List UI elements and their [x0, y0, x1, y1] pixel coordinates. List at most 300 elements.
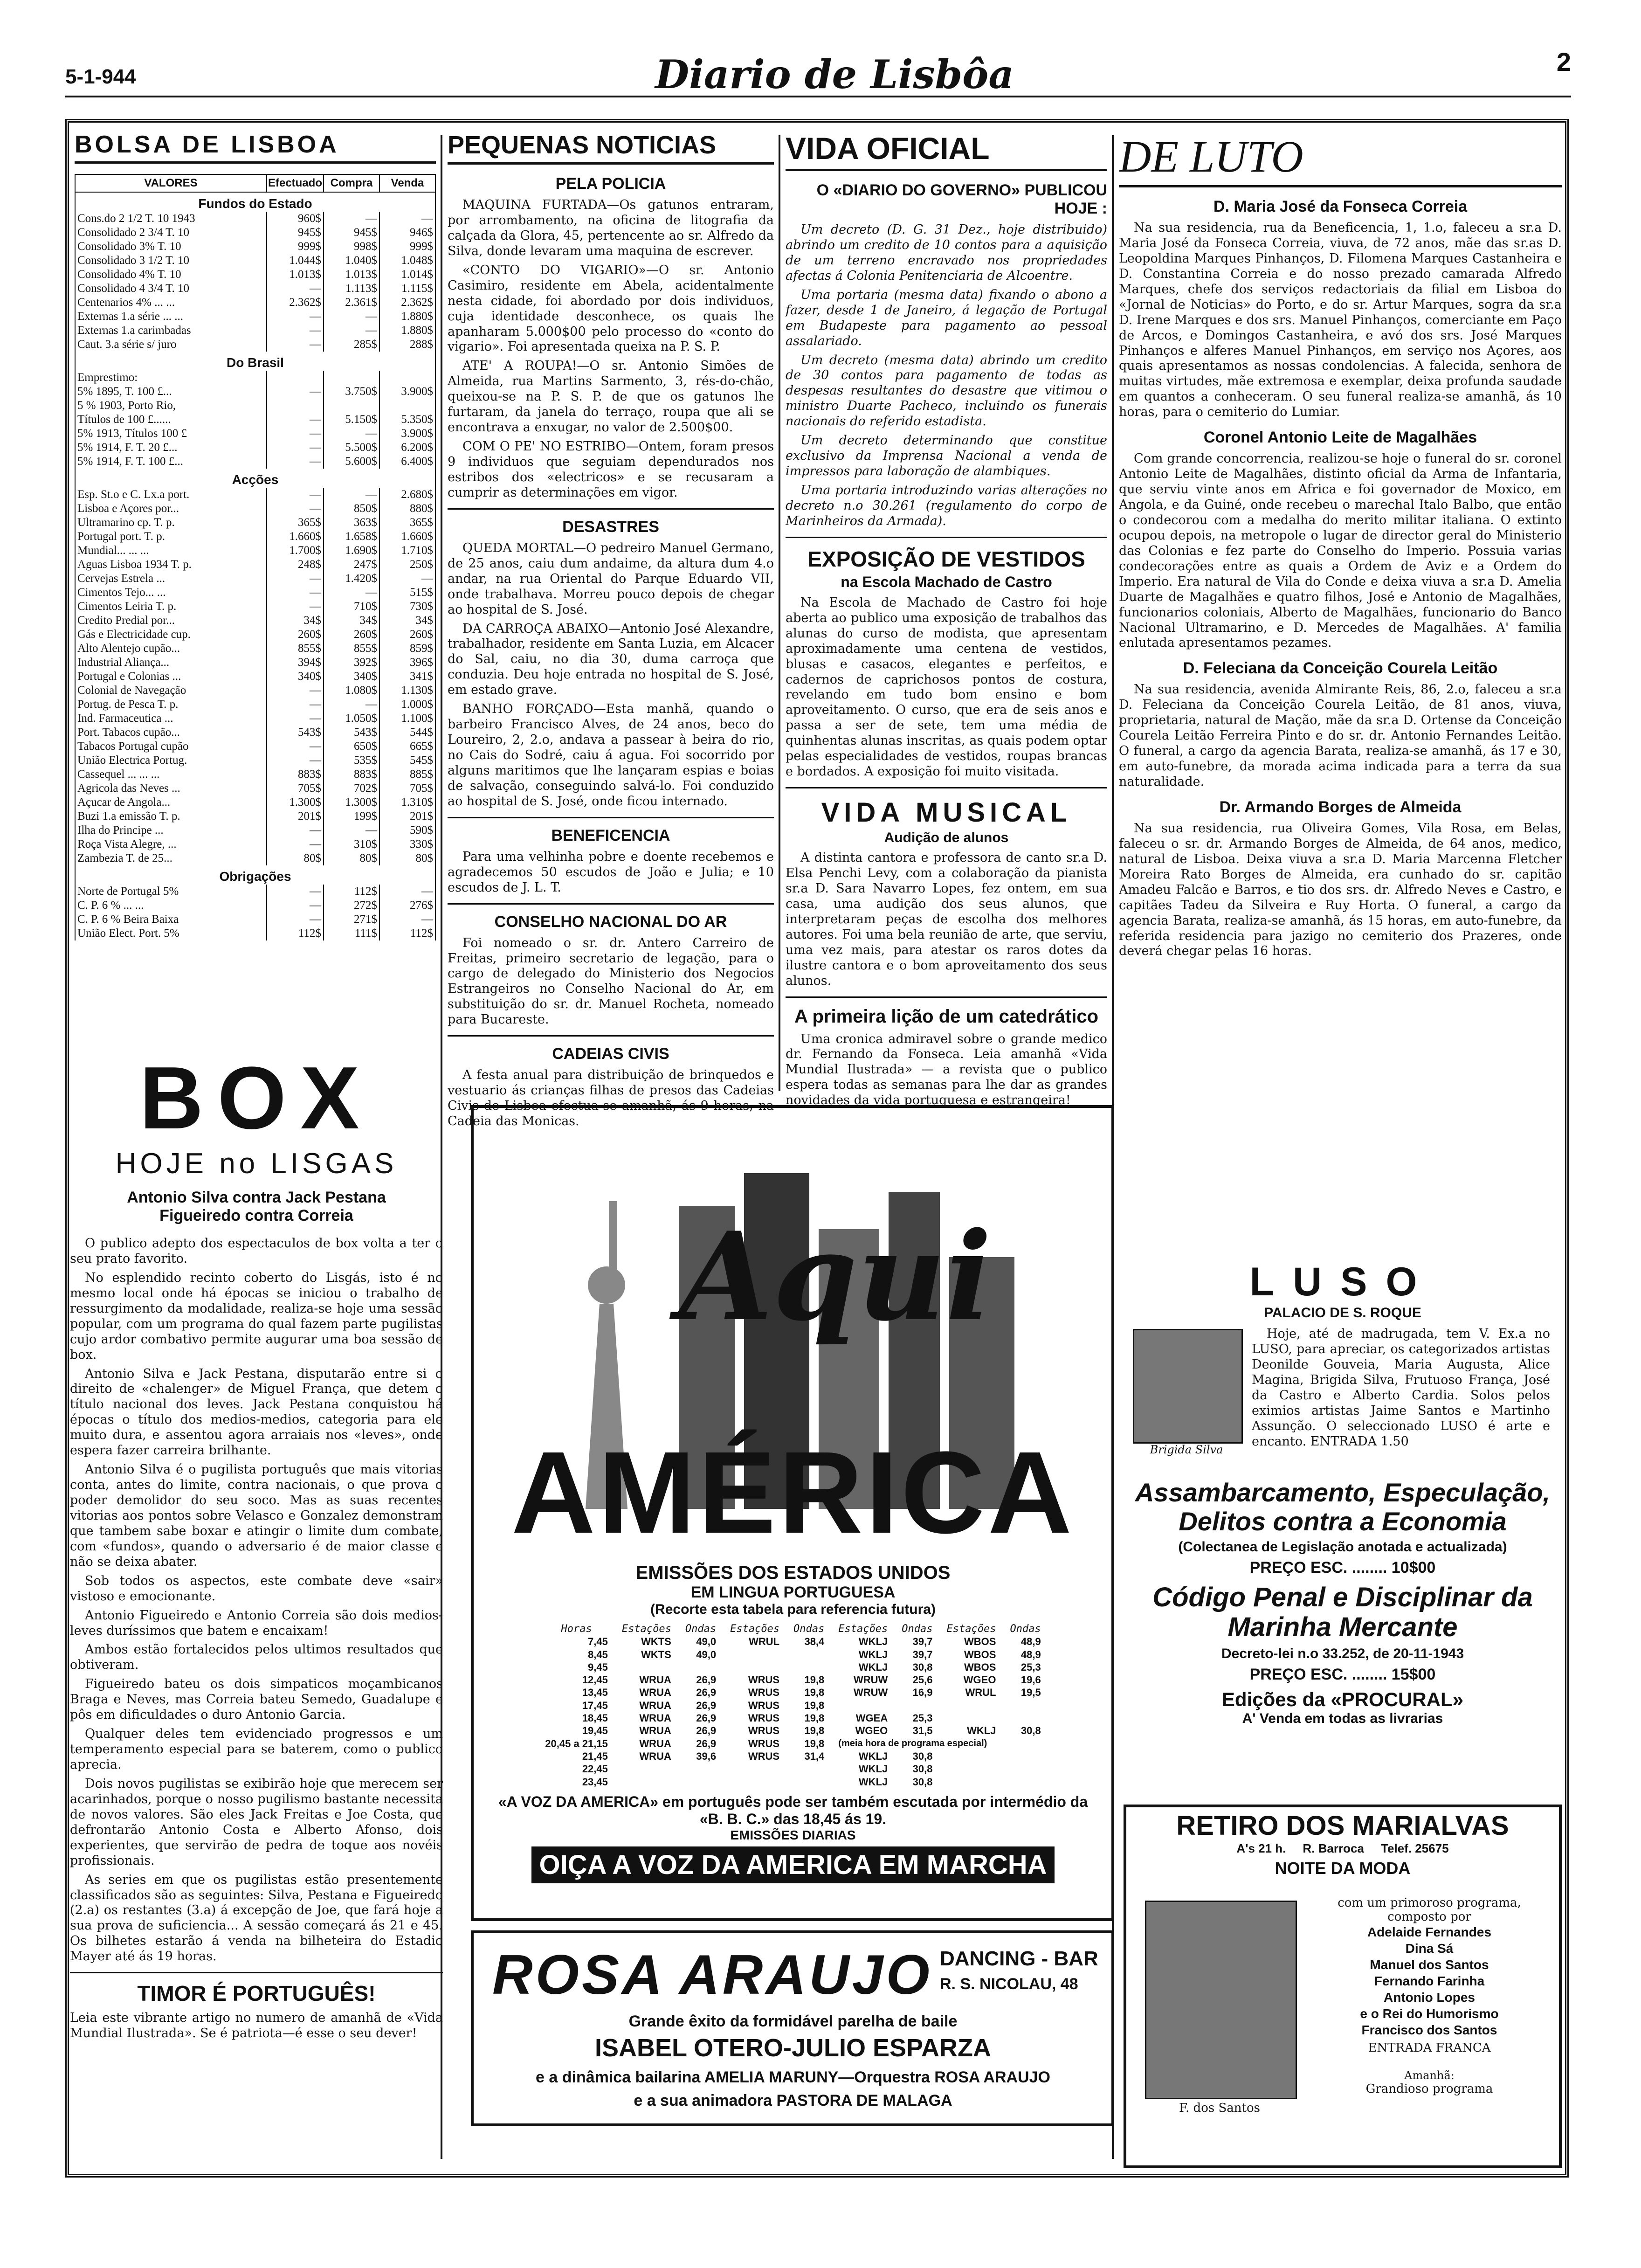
table-cell: Agricola das Neves ... [75, 781, 267, 795]
table-cell: Alto Alentejo cupão... [75, 642, 267, 656]
schedule-cell: WRUA [639, 1699, 671, 1711]
group-name: Acções [75, 469, 435, 488]
table-cell: 363$ [324, 516, 379, 530]
schedule-cell: 26,9 [696, 1687, 717, 1699]
schedule-note: (Recorte esta tabela para referencia futura) [650, 1602, 936, 1617]
table-row [75, 837, 435, 851]
schedule-cell: WKLJ [967, 1725, 996, 1737]
masthead: Diario de Lisbôa [655, 51, 1014, 97]
table-row [75, 899, 435, 913]
timor-title: TIMOR É PORTUGUÊS! [137, 1981, 376, 2006]
schedule-cell: WKLJ [858, 1661, 888, 1673]
news-paragraph: COM O PE' NO ESTRIBO—Ontem, foram presos 9 individuos que seguiam dependurados nos estribos dos «electricos» e se recusaram a cumprir as determinações em vigor. [448, 439, 774, 500]
section-heading: PELA POLICIA [555, 175, 666, 193]
table-cell: Zambezia T. de 25... [75, 851, 267, 865]
column-header: Estações [838, 1623, 888, 1635]
table-cell: — [267, 385, 324, 399]
licao-text: Uma cronica admiravel sobre o grande medico dr. Fernando da Fonseca. Leia amanhã «Vida Mundial Ilustrada» — a revista que o publico espera todas as semanas para lhe dar as grandes novidades da vida portuguesa e estrangeira! [786, 1031, 1107, 1108]
table-cell: 6.200$ [379, 441, 435, 455]
schedule-cell: 31,4 [804, 1750, 825, 1762]
table-cell: 1.080$ [324, 684, 379, 698]
table-cell: Consolidado 4% T. 10 [75, 268, 267, 282]
table-cell: 883$ [267, 768, 324, 781]
table-cell: 80$ [324, 851, 379, 865]
table-row [75, 823, 435, 837]
schedule-cell [832, 1700, 894, 1711]
vida-title: VIDA OFICIAL [786, 131, 1107, 171]
marialvas-program [1308, 1896, 1551, 2096]
table-cell: 111$ [324, 927, 379, 940]
schedule-cell [940, 1776, 1002, 1788]
table-cell: 1.420$ [324, 572, 379, 586]
news-paragraph: Para uma velhinha pobre e doente recebemos e agradecemos 50 escudos de João e Julia; e 10 escudos de J. L. T. [448, 849, 774, 895]
table-cell: Portugal port. T. p. [75, 530, 267, 544]
schedule-subheading: EM LINGUA PORTUGUESA [690, 1583, 896, 1601]
column-header: Compra [324, 174, 379, 192]
table-cell: 1.014$ [379, 268, 435, 282]
table-row [75, 586, 435, 600]
table-cell: 1.310$ [379, 795, 435, 809]
schedule-note-cell: (meia hora de programa especial) [838, 1738, 987, 1749]
schedule-cell: WRUW [853, 1687, 888, 1699]
artist-name: e o Rei do Humorismo [1360, 2006, 1499, 2021]
rosa-address: R. S. NICOLAU, 48 [940, 1975, 1078, 1993]
table-cell: 1.658$ [324, 530, 379, 544]
table-cell: Port. Tabacos cupão... [75, 726, 267, 740]
table-cell: — [379, 572, 435, 586]
table-row [75, 441, 435, 455]
table-cell: 1.013$ [324, 268, 379, 282]
america-brand: AMÉRICA [511, 1427, 1075, 1557]
luso-title: LUSO [1249, 1259, 1436, 1304]
table-cell: 543$ [267, 726, 324, 740]
table-cell: — [267, 338, 324, 352]
table-cell: Tabacos Portugal cupão [75, 740, 267, 754]
table-cell: — [267, 324, 324, 338]
table-cell: 260$ [267, 628, 324, 642]
table-cell: 650$ [324, 740, 379, 754]
expo-title: EXPOSIÇÃO DE VESTIDOS [807, 546, 1085, 571]
table-cell: Cimentos Tejo... ... [75, 586, 267, 600]
table-row [75, 544, 435, 558]
bolsa-section [75, 131, 436, 940]
schedule-cell: WRUA [639, 1725, 671, 1737]
table-cell: — [379, 212, 435, 226]
schedule-cell: WRUS [748, 1750, 780, 1762]
section-heading: DESASTRES [562, 518, 659, 536]
schedule-cell: 49,0 [696, 1636, 717, 1648]
table-cell: 2.361$ [324, 296, 379, 310]
table-cell: Roça Vista Alegre, ... [75, 837, 267, 851]
schedule-cell: 49,0 [696, 1648, 717, 1660]
column-header: Ondas [1010, 1623, 1041, 1635]
obituary-text: Com grande concorrencia, realizou-se hoje o funeral do sr. coronel Antonio Leite de Magalhães, distinto oficial da Arma de Infantaria, que serviu vinte anos em Africa e foi governador de Moxico, em Angola, e da Guiné, onde recebeu o marechal Italo Balbo, que então o condecorou com a medalha do merito militar italiana. O extinto ocupou depois, na metropole o lugar de director geral do Ministerio das Colonias e fez parte do Conselho do Imperio. Possuia varias condecorações entre as quais a Ordem de Aviz e a Ordem do Imperio. Era natural de Vila do Conde e deixa viuva a sr.a D. Amelia Duarte de Magalhães e quatro filhos, José e Antonio de Magalhães, funcionarios coloniais, Alberto de Magalhães, funcionario do Banco Nacional Ultramarino, e D. Mercedes de Magalhães. A' familia enlutada apresentamos pezames. [1119, 451, 1562, 650]
table-cell: 260$ [324, 628, 379, 642]
schedule-cell [787, 1661, 831, 1673]
table-cell: — [379, 913, 435, 927]
table-cell: 999$ [267, 240, 324, 254]
table-cell: 276$ [379, 899, 435, 913]
artist-list [1308, 1924, 1551, 2038]
schedule-cell: WKTS [641, 1648, 671, 1660]
schedule-cell: 48,9 [1020, 1636, 1041, 1648]
table-cell: — [267, 427, 324, 441]
table-cell: C. P. 6 % ... ... [75, 899, 267, 913]
table-cell: — [324, 823, 379, 837]
table-cell: 590$ [379, 823, 435, 837]
table-cell: 394$ [267, 656, 324, 670]
artist-name: Antonio Lopes [1384, 1990, 1475, 2005]
schedule-cell: WRUS [748, 1699, 780, 1711]
table-cell: 34$ [324, 614, 379, 628]
table-cell: 80$ [267, 851, 324, 865]
schedule-cell [787, 1763, 831, 1775]
table-cell: — [324, 212, 379, 226]
table-cell: — [267, 441, 324, 455]
procural-ad [1124, 1478, 1562, 1727]
marialvas-amanha: Amanhã: [1404, 2069, 1455, 2082]
artist-name: Dina Sá [1405, 1941, 1454, 1956]
table-cell: Credito Predial por... [75, 614, 267, 628]
column-header: VALORES [75, 174, 267, 192]
table-cell: 883$ [324, 768, 379, 781]
table-cell: Esp. St.o e C. Lx.a port. [75, 488, 267, 502]
schedule-cell: WGEO [963, 1674, 996, 1686]
table-cell: 112$ [379, 927, 435, 940]
table-cell: Norte de Portugal 5% [75, 885, 267, 899]
schedule-row [538, 1712, 1047, 1724]
table-cell: Cassequel ... ... ... [75, 768, 267, 781]
table-cell: — [267, 572, 324, 586]
schedule-cell: WKLJ [858, 1776, 888, 1788]
table-cell: 6.400$ [379, 455, 435, 469]
schedule-cell [615, 1763, 678, 1775]
table-cell: — [267, 885, 324, 899]
marialvas-intro: com um primoroso programa, composto por [1338, 1896, 1521, 1924]
obituary-text: Na sua residencia, rua da Beneficencia, 1, 1.o, faleceu a sr.a D. Maria José da Fonseca Correia, viuva, de 72 anos, mãe das sr.as D. Leopoldina Marques Pinhanços, D. Filomena Marques Castanheira e D. Constantina Correia e do nosso prezado camarada Alfredo Marques, chefe dos serviços redactoriais da filial em Lisboa do «Jornal de Noticias» do Porto, e do sr. Artur Marques, sogra da sr.a D. Irene Marques e dos srs. Manuel Pinhanços, comerciante em Paço de Arcos, e Domingos Castanheira, e avó dos srs. José Marques Pinhanços e alferes Manuel Pinhanços, em serviço nos Açores, aos quais apresentamos as nossas condolencias. A falecida, senhora de muitas virtudes, mãe extremosa e exemplar, deixa profunda saudade em quantos a conheceram. O seu funeral realiza-se amanhã, ás 10 horas, para o cemiterio do Lumiar. [1119, 221, 1562, 420]
table-cell: Caut. 3.a série s/ juro [75, 338, 267, 352]
table-row [75, 516, 435, 530]
procural-venda: A' Venda em todas as livrarias [1242, 1710, 1443, 1726]
schedule-cell: 18,45 [582, 1712, 608, 1724]
vida-head: O «DIARIO DO GOVERNO» PUBLICOU HOJE : [816, 181, 1107, 217]
luso-text: Hoje, até de madrugada, tem V. Ex.a no LUSO, para apreciar, os categorizados artistas Deonilde Gouveia, Maria Augusta, Alice Magina, Brigida Silva, Frutuoso França, José da Castro e Alberto Cardia. Solos pelos eximios artistas Jaime Santos e Martinho Assunção. O seleccionado LUSO é arte e encanto. ENTRADA 1.50 [1252, 1327, 1550, 1449]
news-paragraph: A festa anual para distribuição de brinquedos e vestuario ás crianças filhas de presos das Cadeias Civis de Lisboa efectua-se amanhã, ás 9 horas, na Cadeia das Monicas. [448, 1068, 774, 1128]
table-cell: 396$ [379, 656, 435, 670]
table-cell: 545$ [379, 754, 435, 768]
schedule-cell: 26,9 [696, 1725, 717, 1737]
news-paragraph: Foi nomeado o sr. dr. Antero Carreiro de Freitas, primeiro secretario de legação, para o cargo de delegado do Ministerio dos Negocios Estrangeiros no Conselho Nacional do Ar, em substituição do sr. dr. Manuel Rocheta, nomeado para Bucareste. [448, 935, 774, 1027]
table-cell: — [324, 488, 379, 502]
table-cell: 1.048$ [379, 254, 435, 268]
box-bout-1: Antonio Silva contra Jack Pestana [127, 1189, 386, 1206]
section-heading: BENEFICENCIA [551, 826, 670, 844]
table-row [75, 913, 435, 927]
procural-price-1: PREÇO ESC. ........ 10$00 [1249, 1559, 1436, 1577]
schedule-cell: WBOS [964, 1636, 996, 1648]
table-cell: 1.690$ [324, 544, 379, 558]
table-cell: 340$ [267, 670, 324, 684]
table-cell: 544$ [379, 726, 435, 740]
table-cell: 3.900$ [379, 385, 435, 399]
table-cell: 885$ [379, 768, 435, 781]
schedule-cell: WGEO [855, 1725, 888, 1737]
table-cell: — [267, 586, 324, 600]
schedule-row [538, 1738, 1047, 1749]
table-cell: 285$ [324, 338, 379, 352]
table-cell: — [267, 754, 324, 768]
table-cell: 5 % 1903, Porto Rio, [75, 399, 267, 413]
schedule-cell: 26,9 [696, 1737, 717, 1749]
table-cell: 946$ [379, 226, 435, 240]
section-heading: CADEIAS CIVIS [552, 1045, 669, 1063]
table-cell: 1.660$ [267, 530, 324, 544]
table-cell: Ind. Farmaceutica ... [75, 712, 267, 726]
table-row [75, 212, 435, 226]
america-schedule [474, 1563, 1112, 1883]
schedule-cell: WRUA [639, 1712, 671, 1724]
table-cell: — [324, 586, 379, 600]
table-cell: 945$ [267, 226, 324, 240]
schedule-cell: WKTS [641, 1636, 671, 1648]
column-header: Estações [946, 1623, 996, 1635]
table-cell: — [324, 427, 379, 441]
table-cell: 112$ [267, 927, 324, 940]
table-cell: — [267, 913, 324, 927]
schedule-cell: WRUA [639, 1687, 671, 1699]
page-number: 2 [1556, 47, 1571, 76]
table-cell: Centenarios 4% ... ... [75, 296, 267, 310]
table-row [75, 740, 435, 754]
schedule-cell [724, 1649, 786, 1660]
schedule-cell: 25,6 [912, 1674, 933, 1686]
section-heading: CONSELHO NACIONAL DO AR [494, 913, 727, 931]
procural-sub: (Colectanea de Legislação anotada e actualizada) [1178, 1539, 1507, 1555]
table-cell: 1.040$ [324, 254, 379, 268]
voz-da-america: «A VOZ DA AMERICA» em português pode ser também escutada por intermédio da «B. B. C.» das 18,45 ás 19. [498, 1793, 1088, 1827]
schedule-cell: WBOS [964, 1648, 996, 1660]
schedule-cell: 26,9 [696, 1674, 717, 1686]
table-cell: 2.680$ [379, 488, 435, 502]
marialvas-noite: NOITE DA MODA [1275, 1859, 1411, 1878]
box-paragraph: No esplendido recinto coberto do Lisgás, isto é no mesmo local onde há épocas se iniciou o trabalho de ressurgimento da modalidade, realiza-se hoje uma sessão popular, com um programa do qual fazem parte pugilistas cujo ardor combativo permite augurar uma boa sessão de box. [70, 1270, 443, 1362]
table-row [75, 310, 435, 324]
schedule-cell: 26,9 [696, 1712, 717, 1724]
musical-title: VIDA MUSICAL [821, 797, 1072, 828]
table-cell: 850$ [324, 502, 379, 516]
table-cell [379, 371, 435, 385]
rosa-araujo-ad [471, 1930, 1114, 2126]
table-cell: 248$ [267, 558, 324, 572]
table-cell: 330$ [379, 837, 435, 851]
gazette-item: Uma portaria (mesma data) fixando o abono a fazer, desde 1 de Janeiro, á legação de Portugal em Budapeste para pagamento ao pessoal assalariado. [786, 287, 1107, 348]
column-header: Estações [730, 1623, 780, 1635]
divider [786, 787, 1107, 788]
box-title: BOX [139, 1049, 373, 1148]
table-cell: C. P. 6 % Beira Baixa [75, 913, 267, 927]
schedule-cell: WRUA [639, 1750, 671, 1762]
schedule-cell [615, 1661, 678, 1673]
table-cell: 1.130$ [379, 684, 435, 698]
schedule-row [538, 1661, 1047, 1673]
table-row [75, 927, 435, 940]
table-row [75, 614, 435, 628]
box-paragraph: Ambos estão fortalecidos pelos ultimos resultados que obtiveram. [70, 1642, 443, 1673]
column-rule [779, 135, 780, 1091]
table-group-row [75, 352, 435, 371]
schedule-cell [724, 1776, 786, 1788]
divider [786, 537, 1107, 538]
procural-headline-2: Código Penal e Disciplinar da Marinha Mercante [1152, 1582, 1533, 1642]
divider [448, 903, 774, 905]
table-cell: 5% 1913, Títulos 100 £ [75, 427, 267, 441]
table-header [538, 1623, 1047, 1635]
table-cell: 365$ [379, 516, 435, 530]
table-cell: Buzi 1.a emissão T. p. [75, 809, 267, 823]
procural-headline: Assambarcamento, Especulação, Delitos contra a Economia [1135, 1478, 1551, 1536]
table-cell [379, 399, 435, 413]
schedule-cell: WKLJ [858, 1763, 888, 1775]
schedule-cell: 22,45 [582, 1763, 608, 1775]
table-row [75, 628, 435, 642]
table-cell: 1.113$ [324, 282, 379, 296]
table-cell: 1.115$ [379, 282, 435, 296]
table-cell: 201$ [379, 809, 435, 823]
box-paragraph: Qualquer deles tem evidenciado progressos e um temperamento especial para se baterem, como o publico aprecia. [70, 1727, 443, 1772]
table-cell: — [267, 502, 324, 516]
table-row [75, 530, 435, 544]
schedule-cell: 19,5 [1020, 1687, 1041, 1699]
schedule-cell: 19,8 [804, 1737, 825, 1749]
schedule-cell: 30,8 [1020, 1725, 1041, 1737]
schedule-cell [1003, 1763, 1047, 1775]
table-cell: 705$ [379, 781, 435, 795]
divider [448, 1035, 774, 1037]
emissoes-diarias: EMISSÕES DIARIAS [730, 1827, 856, 1842]
timor-text: Leia este vibrante artigo no numero de amanhã de «Vida Mundial Ilustrada». Se é patriota—é esse o seu dever! [70, 2011, 443, 2041]
box-subtitle: HOJE no LISGAS [115, 1148, 398, 1180]
table-cell: 5.500$ [324, 441, 379, 455]
table-row [75, 324, 435, 338]
table-cell [267, 399, 324, 413]
schedule-cell: WRUS [748, 1725, 780, 1737]
table-row [75, 754, 435, 768]
table-cell: 310$ [324, 837, 379, 851]
table-cell: 2.362$ [267, 296, 324, 310]
marialvas-address: A's 21 h. R. Barroca Telef. 25675 [1236, 1841, 1449, 1855]
artist-name: Francisco dos Santos [1361, 2023, 1497, 2037]
schedule-cell: WRUS [748, 1687, 780, 1699]
table-cell: Industrial Aliança... [75, 656, 267, 670]
column-header: Ondas [685, 1623, 717, 1635]
licao-title: A primeira lição de um catedrático [794, 1006, 1099, 1027]
box-bout-2: Figueiredo contra Correia [159, 1207, 353, 1224]
table-row [75, 670, 435, 684]
group-name: Do Brasil [75, 352, 435, 371]
table-cell: — [267, 413, 324, 427]
gazette-item: Um decreto (mesma data) abrindo um credito de 30 contos para pagamento de todas as despesas resultantes do desastre que vitimou o ministro Duarte Pacheco, incluindo os funerais nacionais do referido estadista. [786, 353, 1107, 429]
page-header [65, 33, 1571, 103]
schedule-cell: WRUW [853, 1674, 888, 1686]
table-cell: 1.000$ [379, 698, 435, 712]
schedule-cell: 17,45 [582, 1699, 608, 1711]
rosa-dancing: DANCING - BAR [940, 1947, 1098, 1970]
schedule-cell: 12,45 [582, 1674, 608, 1686]
table-cell: — [267, 600, 324, 614]
table-cell: 5.350$ [379, 413, 435, 427]
table-cell: 112$ [324, 885, 379, 899]
luto-section [1119, 131, 1562, 1259]
schedule-row [538, 1750, 1047, 1762]
table-group-row [75, 865, 435, 885]
table-row [75, 656, 435, 670]
pequenas-section [448, 131, 774, 1133]
table-cell [267, 371, 324, 385]
table-cell: — [324, 310, 379, 324]
table-cell: Gás e Electricidade cup. [75, 628, 267, 642]
table-cell: Cons.do 2 1/2 T. 10 1943 [75, 212, 267, 226]
table-cell: Aguas Lisboa 1934 T. p. [75, 558, 267, 572]
gazette-item: Um decreto (D. G. 31 Dez., hoje distribuido) abrindo um credito de 10 contos para a aquisição de um terreno encravado nos propriedades afectas á Colonia Penitenciaria de Alcoentre. [786, 222, 1107, 283]
america-ad [471, 1105, 1114, 1921]
pequenas-title: PEQUENAS NOTICIAS [448, 131, 774, 165]
musical-subtitle: Audição de alunos [884, 830, 1009, 846]
america-brand-small: Aqui [679, 1206, 992, 1348]
table-cell: Lisboa e Açores por... [75, 502, 267, 516]
schedule-cell: WRUL [749, 1636, 780, 1648]
news-paragraph: QUEDA MORTAL—O pedreiro Manuel Germano, de 25 anos, caiu dum andaime, da altura dum 4.o andar, na rua Oriental do Parque Eduardo VII, onde trabalhava. Morreu pouco depois de chegar ao hospital de S. José. [448, 540, 774, 617]
table-cell: — [267, 837, 324, 851]
table-cell: 199$ [324, 809, 379, 823]
table-cell: 365$ [267, 516, 324, 530]
schedule-cell: 16,9 [912, 1687, 933, 1699]
schedule-table [538, 1622, 1048, 1789]
obituary-text: Na sua residencia, avenida Almirante Reis, 86, 2.o, faleceu a sr.a D. Feleciana da Conceição Courela Leitão, de 81 anos, viuva, proprietaria, natural de Mação, mãe da sr.a D. Ortense da Conceição Courela Leitão Ferreira Pinto e do sr. dr. Antonio Fernandes Leitão. O funeral, a cargo da agencia Barata, realiza-se amanhã, ás 17 e 30, em auto-funebre, da morada acima indicada para a terra da sua naturalidade. [1119, 682, 1562, 789]
gazette-item: Uma portaria introduzindo varias alterações no decreto n.o 30.261 (regulamento do corpo de Marinheiros da Armada). [786, 483, 1107, 528]
schedule-cell [679, 1776, 723, 1788]
gazette-item: Um decreto determinando que constitue exclusivo da Imprensa Nacional a venda de impressos para laboração de alambiques. [786, 433, 1107, 479]
table-cell: Cervejas Estrela ... [75, 572, 267, 586]
table-cell: Ultramarino cp. T. p. [75, 516, 267, 530]
table-cell: Consolidado 2 3/4 T. 10 [75, 226, 267, 240]
photo-caption: Brigida Silva [1150, 1443, 1223, 1456]
table-row [75, 684, 435, 698]
schedule-row [538, 1636, 1047, 1647]
table-cell: 2.362$ [379, 296, 435, 310]
artist-name: Manuel dos Santos [1370, 1957, 1489, 1972]
table-row [75, 698, 435, 712]
marialvas-ad [1124, 1805, 1562, 2168]
table-cell: 999$ [379, 240, 435, 254]
group-name: Obrigações [75, 865, 435, 885]
table-row [75, 502, 435, 516]
table-cell [324, 371, 379, 385]
divider [448, 508, 774, 510]
table-row [75, 558, 435, 572]
schedule-cell: 31,5 [912, 1725, 933, 1737]
table-row [75, 240, 435, 254]
table-cell: Ilha do Principe ... [75, 823, 267, 837]
schedule-cell: 26,9 [696, 1699, 717, 1711]
schedule-cell: 20,45 a 21,15 [545, 1737, 608, 1749]
schedule-cell [724, 1661, 786, 1673]
table-row [75, 781, 435, 795]
table-cell: — [379, 885, 435, 899]
table-cell: 247$ [324, 558, 379, 572]
table-cell: — [324, 698, 379, 712]
schedule-cell: 39,6 [696, 1750, 717, 1762]
table-cell: Portugal e Colonias ... [75, 670, 267, 684]
